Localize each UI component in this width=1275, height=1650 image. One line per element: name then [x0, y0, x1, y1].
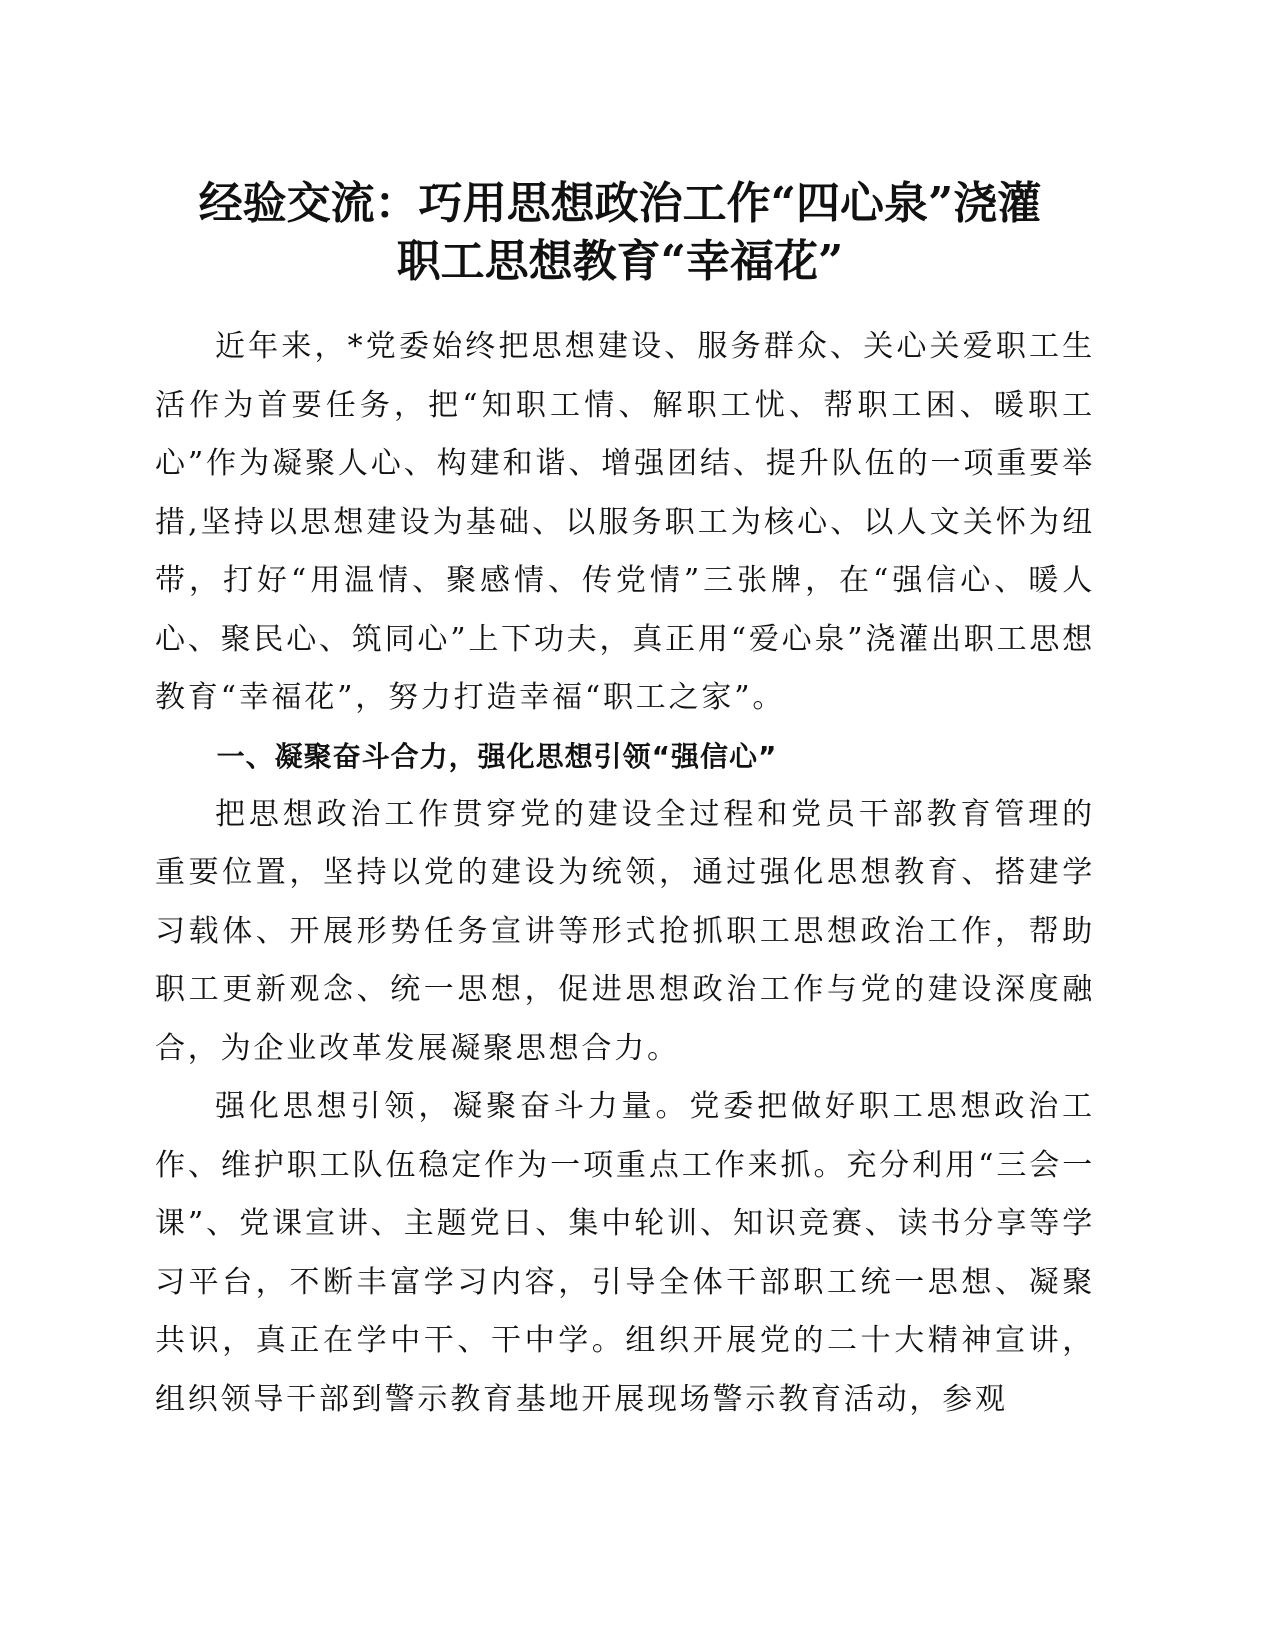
- section-1-paragraph-2: 强化思想引领，凝聚奋斗力量。党委把做好职工思想政治工作、维护职工队伍稳定作为一项重点工作来抓。充分利用“三会一课”、党课宣讲、主题党日、集中轮训、知识竞赛、读书分享等学习平台，不断丰富学习内容，引导全体干部职工统一思想、凝聚共识，真正在学中干、干中学。组织开展党的二十大精神宣讲，组织领导干部到警示教育基地开展现场警示教育活动，参观: [155, 1089, 1095, 1417]
- title-line-2: 职工思想教育“幸福花”: [396, 236, 844, 287]
- document-body: [155, 318, 1095, 1429]
- title-line-1: 经验交流：巧用思想政治工作“四心泉”浇灌: [198, 178, 1042, 229]
- intro-paragraph: 近年来，*党委始终把思想建设、服务群众、关心关爱职工生活作为首要任务，把“知职工情、解职工忧、帮职工困、暖职工心”作为凝聚人心、构建和谐、增强团结、提升队伍的一项重要举措,坚持以思想建设为基础、以服务职工为核心、以人文关怀为纽带，打好“用温情、聚感情、传党情”三张牌，在“强信心、暖人心、聚民心、筑同心”上下功夫，真正用“爱心泉”浇灌出职工思想教育“幸福花”，努力打造幸福“职工之家”。: [155, 329, 1096, 715]
- document-title: [150, 175, 1090, 291]
- section-1-paragraph-1: 把思想政治工作贯穿党的建设全过程和党员干部教育管理的重要位置，坚持以党的建设为统领，通过强化思想教育、搭建学习载体、开展形势任务宣讲等形式抢抓职工思想政治工作，帮助职工更新观念、统一思想，促进思想政治工作与党的建设深度融合，为企业改革发展凝聚思想合力。: [155, 796, 1095, 1066]
- section-heading-1: 一、凝聚奋斗合力，强化思想引领“强信心”: [216, 739, 778, 773]
